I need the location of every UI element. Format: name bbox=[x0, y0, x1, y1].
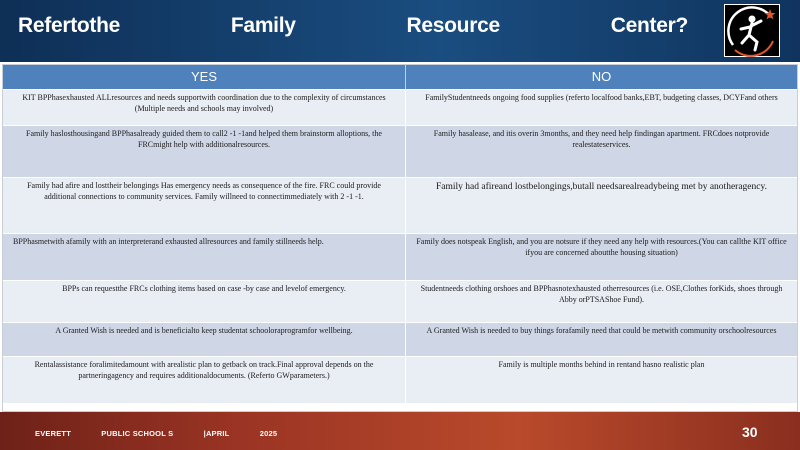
title-word: Family bbox=[230, 14, 296, 37]
yes-cell: Rentalassistance foralimitedamount with arealistic plan to getback on track.Final approval depends on the partneringagency and requires additionaldocuments. (Referto GWparameters.) bbox=[3, 357, 406, 403]
no-cell: A Granted Wish is needed to buy things forafamily need that could be metwith community orschoolresources bbox=[406, 323, 797, 356]
yes-cell: BPPhasmetwith afamily with an interpreterand exhausted allresources and family stillneeds help. bbox=[3, 234, 406, 280]
table-header-row bbox=[3, 65, 797, 89]
table-row bbox=[3, 356, 797, 403]
footer-dept: PUBLIC SCHOOL S bbox=[101, 429, 174, 438]
kit-logo bbox=[724, 4, 780, 57]
yes-cell: A Granted Wish is needed and is beneficialto keep studentat schooloraprogramfor wellbeing. bbox=[3, 323, 406, 356]
yes-cell: KIT BPPhasexhausted ALLresources and needs supportwith coordination due to the complexity of circumstances (Multiple needs and schools may involved) bbox=[3, 90, 406, 125]
footer-month: |APRIL bbox=[203, 429, 230, 438]
slide-header bbox=[0, 0, 800, 62]
table-row bbox=[3, 125, 797, 177]
no-column-header: NO bbox=[406, 65, 797, 89]
referral-table bbox=[2, 64, 798, 412]
slide-title bbox=[18, 14, 708, 38]
table-row bbox=[3, 177, 797, 233]
footer-org: EVERETT bbox=[35, 429, 71, 438]
table-row bbox=[3, 280, 797, 322]
page-number: 30 bbox=[742, 424, 758, 440]
table-row bbox=[3, 233, 797, 280]
table-row bbox=[3, 322, 797, 356]
footer-caption bbox=[35, 429, 305, 438]
yes-column-header: YES bbox=[3, 65, 406, 89]
no-cell: Family does notspeak English, and you are notsure if they need any help with resources.(You can callthe KIT office ifyou are concerned aboutthe housing situation) bbox=[406, 234, 797, 280]
title-word: Resource bbox=[406, 14, 500, 37]
no-cell: Family is multiple months behind in rentand hasno realistic plan bbox=[406, 357, 797, 403]
yes-cell: Family had afire and losttheir belongings Has emergency needs as consequence of the fire. FRC could provide additional connections to community services. Family willneed to connectimmediately with 2 -1 -1. bbox=[3, 178, 406, 233]
no-cell: Family hasalease, and itis overin 3months, and they need help findingan apartment. FRCdoes notprovide realestateservices. bbox=[406, 126, 797, 177]
no-cell: FamilyStudentneeds ongoing food supplies (referto localfood banks,EBT, budgeting classes, DCYFand others bbox=[406, 90, 797, 125]
title-word: Center? bbox=[610, 14, 688, 37]
running-figure-star-icon bbox=[725, 5, 781, 58]
yes-cell: Family haslosthousingand BPPhasalready guided them to call2 -1 -1and helped them brainstorm alloptions, the FRCmight help with additionalresources. bbox=[3, 126, 406, 177]
no-cell: Studentneeds clothing orshoes and BPPhasnotexhausted otherresources (i.e. OSE,Clothes forKids, shoes through Abby orPTSAShoe Fund). bbox=[406, 281, 797, 322]
title-word: Refertothe bbox=[18, 14, 121, 37]
no-cell: Family had afireand lostbelongings,butall needsarealreadybeing met by anotheragency. bbox=[406, 178, 797, 233]
yes-cell: BPPs can requestthe FRCs clothing items based on case -by case and levelof emergency. bbox=[3, 281, 406, 322]
table-row bbox=[3, 89, 797, 125]
footer-year: 2025 bbox=[259, 429, 278, 438]
slide-footer bbox=[0, 412, 800, 450]
